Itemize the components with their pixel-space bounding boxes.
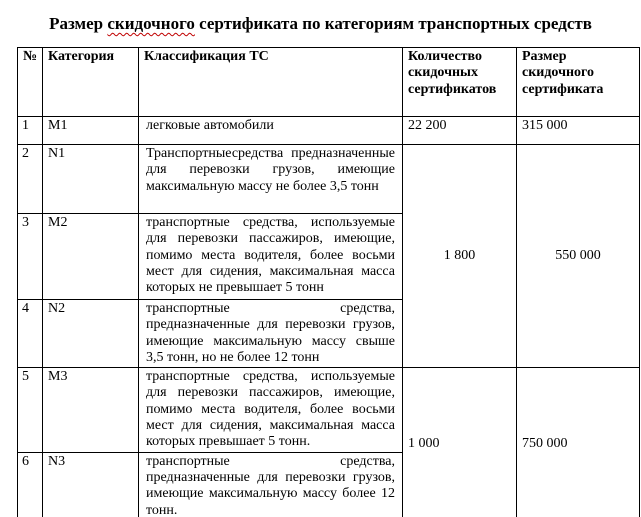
row-2-number: 2: [18, 145, 43, 214]
merged-amount-rows-2-4: 550 000: [517, 145, 640, 368]
row-3-classification: транспортные средства, используемые для перевозки пассажиров, имеющие, помимо места водителя, более восьми мест для сидения, максимальная масса которых не превышает 5 тонн: [139, 214, 403, 300]
header-number: №: [18, 48, 43, 117]
table-row-5: [18, 368, 640, 452]
row-2-classification: Транспортныесредства предназначенные для перевозки грузов, имеющие максимальную массу не более 3,5 тонн: [139, 145, 403, 214]
row-2-category: N1: [43, 145, 139, 214]
document-page: [0, 13, 641, 517]
title-part1: Размер: [49, 14, 108, 33]
table-row-1: [18, 117, 640, 145]
row-1-number: 1: [18, 117, 43, 145]
table-header-row: [18, 48, 640, 117]
table-row-2: [18, 145, 640, 214]
header-category: Категория: [43, 48, 139, 117]
header-amount: Размер скидочного сертификата: [517, 48, 640, 117]
row-6-category: N3: [43, 452, 139, 517]
row-1-quantity: 22 200: [403, 117, 517, 145]
row-5-category: M3: [43, 368, 139, 452]
row-6-classification: транспортные средства, предназначенные для перевозки грузов, имеющие максимальную массу более 12 тонн.: [139, 452, 403, 517]
row-3-category: M2: [43, 214, 139, 300]
row-5-classification: транспортные средства, используемые для перевозки пассажиров, имеющие, помимо места водителя, более восьми мест для сидения, максимальная масса которых превышает 5 тонн.: [139, 368, 403, 452]
row-6-number: 6: [18, 452, 43, 517]
document-title: [0, 13, 641, 34]
header-classification: Классификация ТС: [139, 48, 403, 117]
merged-amount-rows-5-6: 750 000: [517, 368, 640, 517]
vehicle-certificate-table: [17, 47, 640, 517]
row-1-category: M1: [43, 117, 139, 145]
row-5-number: 5: [18, 368, 43, 452]
merged-quantity-rows-2-4: 1 800: [403, 145, 517, 368]
row-4-number: 4: [18, 300, 43, 368]
row-4-category: N2: [43, 300, 139, 368]
row-3-number: 3: [18, 214, 43, 300]
title-misspelled-word: скидочного: [107, 14, 195, 33]
merged-quantity-rows-5-6: 1 000: [403, 368, 517, 517]
title-part2: сертификата по категориям транспортных средств: [194, 14, 592, 33]
row-1-amount: 315 000: [517, 117, 640, 145]
row-1-classification: легковые автомобили: [139, 117, 403, 145]
row-4-classification: транспортные средства, предназначенные для перевозки грузов, имеющие максимальную массу свыше 3,5 тонн, но не более 12 тонн: [139, 300, 403, 368]
header-quantity: Количество скидочных сертификатов: [403, 48, 517, 117]
